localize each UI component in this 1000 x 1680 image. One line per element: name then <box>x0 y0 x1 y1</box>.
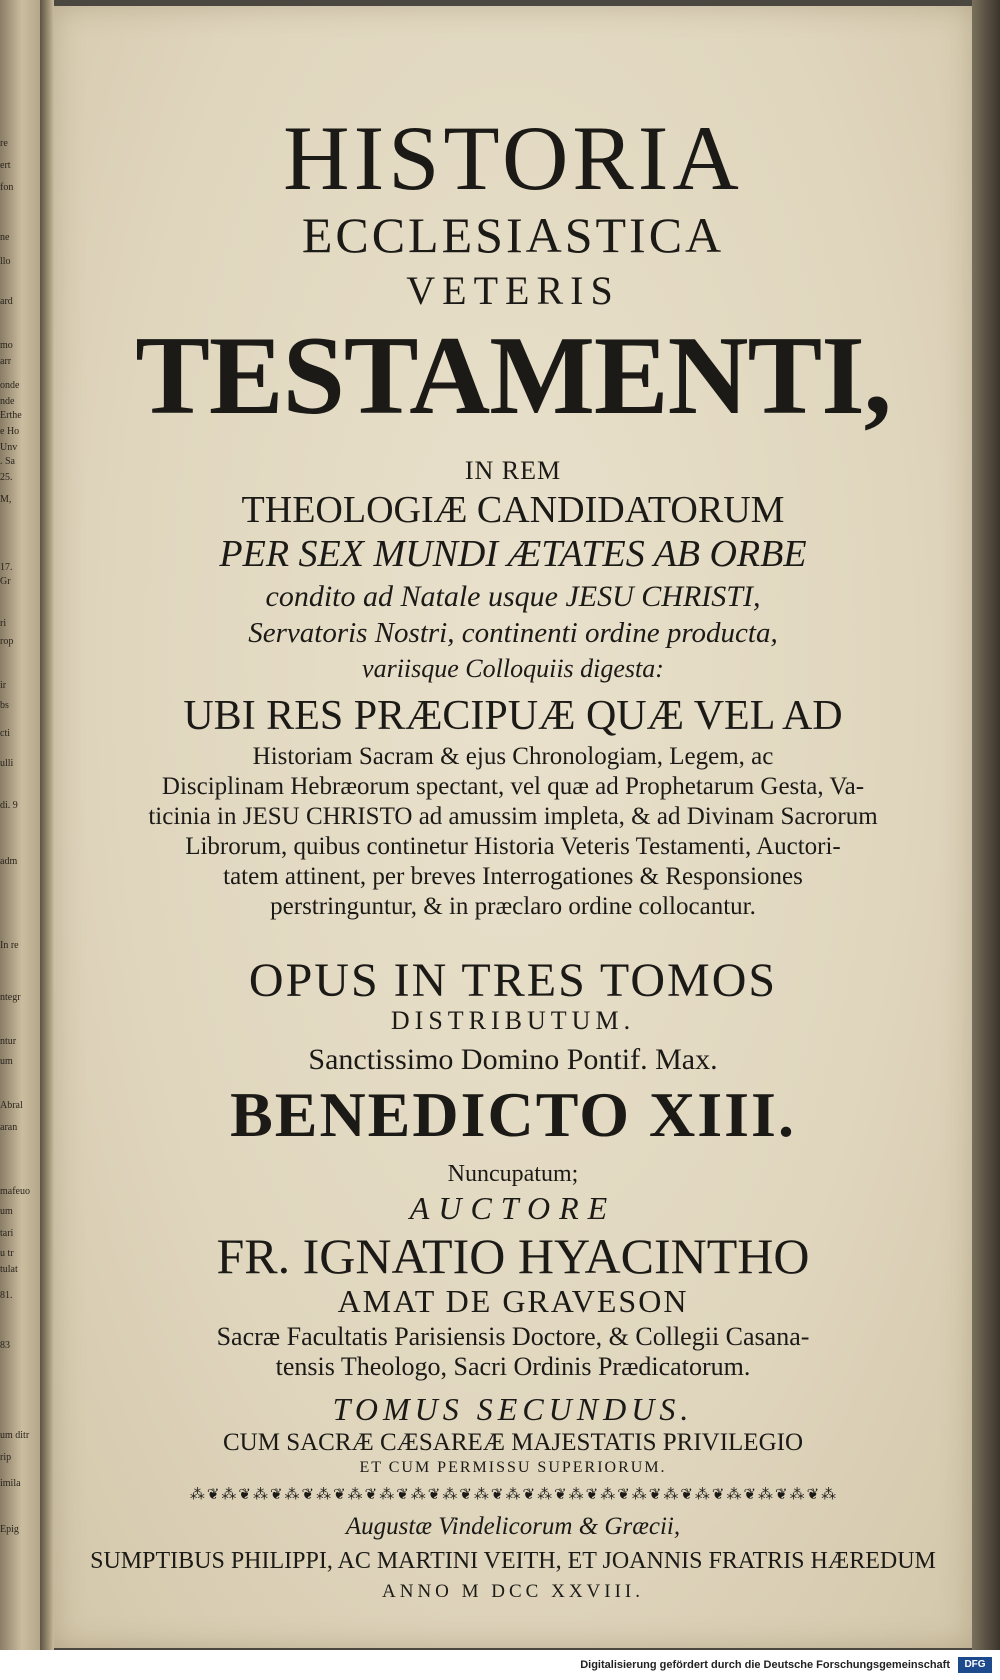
margin-fragment: e Ho <box>0 426 20 437</box>
dedication-line: Sanctissimo Domino Pontif. Max. <box>308 1043 718 1076</box>
ornamental-rule: ⁂❦⁂❦⁂❦⁂❦⁂❦⁂❦⁂❦⁂❦⁂❦⁂❦⁂❦⁂❦⁂❦⁂❦⁂❦⁂❦⁂❦⁂❦⁂❦⁂❦⁂ <box>189 1487 839 1503</box>
title-testamenti: TESTAMENTI, <box>135 314 891 438</box>
margin-fragment: Unv <box>0 442 18 453</box>
margin-fragment: imila <box>0 1478 21 1489</box>
margin-fragment: Gr <box>0 576 11 587</box>
volume-label: TOMUS SECUNDUS. <box>332 1391 694 1427</box>
margin-fragment: ert <box>0 160 11 171</box>
margin-fragment: adm <box>0 856 18 867</box>
margin-fragment: ntegr <box>0 992 21 1003</box>
description-line: Librorum, quibus continetur Historia Veteris Testamenti, Auctori- <box>185 833 841 860</box>
subtitle-servatoris: Servatoris Nostri, continenti ordine producta, <box>248 617 778 649</box>
margin-fragment: ri <box>0 618 7 629</box>
subtitle-per-sex: PER SEX MUNDI ÆTATES AB ORBE <box>219 533 807 575</box>
margin-fragment: arr <box>0 356 12 367</box>
margin-fragment: fon <box>0 182 14 193</box>
title-veteris: VETERIS <box>406 268 620 313</box>
heading-distributum: DISTRIBUTUM. <box>390 1006 636 1035</box>
author-name: FR. IGNATIO HYACINTHO <box>216 1228 810 1284</box>
margin-fragment: tari <box>0 1228 14 1239</box>
page-edge-right <box>972 0 1000 1650</box>
facing-page-edge <box>0 0 40 1650</box>
margin-fragment: llo <box>0 256 11 267</box>
margin-fragment: ne <box>0 232 10 243</box>
margin-fragment: 83 <box>0 1340 10 1351</box>
title-page <box>54 6 972 1648</box>
description-line: ticinia in JESU CHRISTO ad amussim impleta, & ad Divinam Sacrorum <box>148 803 878 830</box>
permission-line: ET CUM PERMISSU SUPERIORUM. <box>359 1459 667 1476</box>
margin-fragment: um <box>0 1206 13 1217</box>
margin-fragment: nde <box>0 396 15 407</box>
description-line: perstringuntur, & in præclaro ordine collocantur. <box>270 893 756 920</box>
margin-fragment: . Sa <box>0 456 15 467</box>
margin-fragment: In re <box>0 940 19 951</box>
nuncupatum-line: Nuncupatum; <box>447 1161 579 1187</box>
description-line: Disciplinam Hebræorum spectant, vel quæ ad Prophetarum Gesta, Va- <box>161 773 865 800</box>
dedicatee-name: BENEDICTO XIII. <box>230 1079 796 1150</box>
description-line: tatem attinent, per breves Interrogationes & Responsiones <box>223 863 803 890</box>
heading-ubi-res: UBI RES PRÆCIPUÆ QUÆ VEL AD <box>183 693 843 739</box>
margin-fragment: re <box>0 138 8 149</box>
margin-fragment: Epig <box>0 1524 19 1535</box>
author-surname: AMAT DE GRAVESON <box>337 1283 689 1319</box>
author-credentials: tensis Theologo, Sacri Ordinis Prædicatorum. <box>275 1352 751 1381</box>
auctore-label: AUCTORE <box>409 1190 617 1226</box>
margin-fragment: cti <box>0 728 10 739</box>
margin-fragment: bs <box>0 700 9 711</box>
margin-fragment: 25. <box>0 472 13 483</box>
heading-opus: OPUS IN TRES TOMOS <box>248 954 778 1007</box>
margin-fragment: mo <box>0 340 13 351</box>
margin-fragment: aran <box>0 1122 18 1133</box>
margin-fragment: ir <box>0 680 7 691</box>
author-credentials: Sacræ Facultatis Parisiensis Doctore, & Collegii Casana- <box>216 1322 810 1351</box>
title-ecclesiastica: ECCLESIASTICA <box>301 207 725 263</box>
margin-fragment: M, <box>0 494 12 505</box>
book-spine <box>40 0 54 1650</box>
margin-fragment: Abral <box>0 1100 23 1111</box>
subtitle-condito: condito ad Natale usque JESU CHRISTI, <box>265 580 761 613</box>
description-line: Historiam Sacram & ejus Chronologiam, Legem, ac <box>252 743 774 770</box>
funding-note: Digitalisierung gefördert durch die Deutsche Forschungsgemeinschaft <box>580 1659 950 1671</box>
subtitle-theologiae: THEOLOGIÆ CANDIDATORUM <box>241 489 785 531</box>
imprint-place: Augustæ Vindelicorum & Græcii, <box>345 1513 681 1540</box>
title-historia: HISTORIA <box>283 108 743 208</box>
privilege-line: CUM SACRÆ CÆSAREÆ MAJESTATIS PRIVILEGIO <box>222 1429 804 1456</box>
margin-fragment: onde <box>0 380 20 391</box>
margin-fragment: um ditr <box>0 1430 30 1441</box>
dfg-logo: DFG <box>958 1657 992 1673</box>
subtitle-in-rem: IN REM <box>464 456 562 485</box>
margin-fragment: u tr <box>0 1248 14 1259</box>
margin-fragment: 17. <box>0 562 13 573</box>
margin-fragment: 81. <box>0 1290 13 1301</box>
footer-bar <box>0 1650 1000 1680</box>
subtitle-variisque: variisque Colloquiis digesta: <box>362 654 664 683</box>
margin-fragment: ulli <box>0 758 14 769</box>
imprint-publisher: SUMPTIBUS PHILIPPI, AC MARTINI VEITH, ET JOANNIS FRATRIS HÆREDUM <box>90 1548 936 1574</box>
margin-fragment: mafeuo <box>0 1186 30 1197</box>
margin-fragment: um <box>0 1056 13 1067</box>
margin-fragment: tulat <box>0 1264 18 1275</box>
margin-fragment: Erthe <box>0 410 22 421</box>
imprint-year: ANNO M DCC XXVIII. <box>382 1581 644 1602</box>
margin-fragment: rip <box>0 1452 12 1463</box>
margin-fragment: rop <box>0 636 14 647</box>
margin-fragment: ard <box>0 296 13 307</box>
margin-fragment: di. 9 <box>0 800 18 811</box>
margin-fragment: ntur <box>0 1036 17 1047</box>
